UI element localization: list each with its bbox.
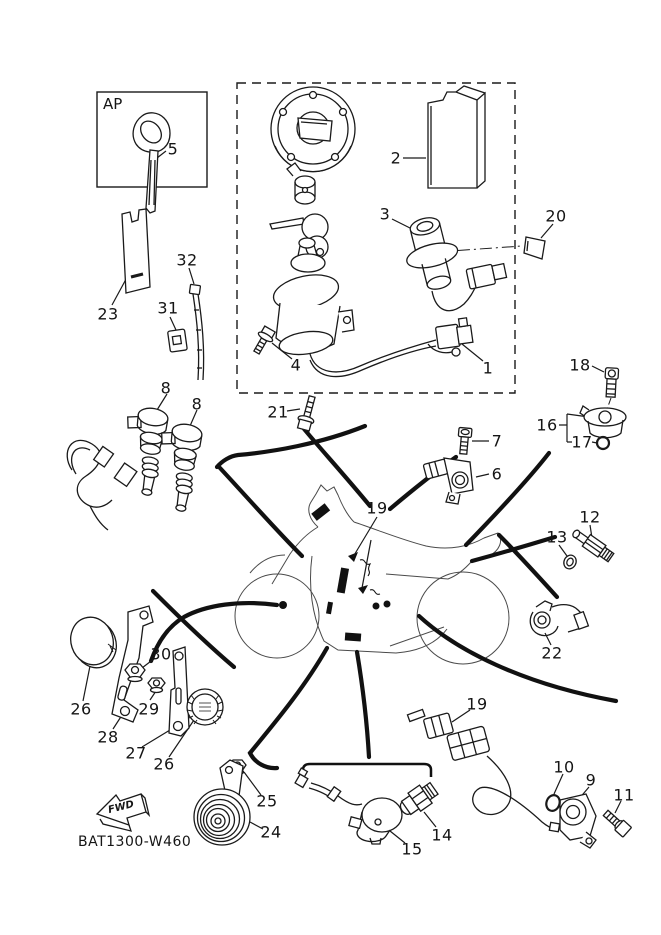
part-key: [133, 113, 170, 213]
part-callout-9: 9: [585, 770, 597, 790]
part-key-plate: [524, 237, 545, 259]
part-callout-24: 24: [260, 822, 282, 842]
part-washer-13: [562, 553, 579, 571]
part-callout-12: 12: [579, 507, 601, 527]
part-clamp-22: [530, 601, 588, 636]
part-oring-17: [597, 437, 609, 449]
part-callout-3: 3: [379, 204, 391, 224]
part-callout-14: 14: [431, 825, 453, 845]
location-marks: [279, 503, 391, 641]
part-callout-1: 1: [482, 358, 494, 378]
part-callout-11: 11: [613, 785, 635, 805]
part-switch-15: [293, 768, 402, 844]
part-callout-13: 13: [546, 527, 568, 547]
part-callout-19: 19: [366, 498, 388, 518]
part-callout-18: 18: [569, 355, 591, 375]
part-callout-7: 7: [491, 431, 503, 451]
part-callout-23: 23: [97, 304, 119, 324]
part-cable-tie: [189, 284, 203, 380]
part-horn: [194, 760, 250, 845]
part-bolt-21: [296, 394, 320, 431]
part-fuel-cap: [271, 87, 355, 172]
part-bolt-18: [604, 368, 618, 398]
part-bolt-29: [148, 678, 165, 693]
part-ecu: [428, 86, 485, 188]
part-bolt-7: [457, 427, 472, 454]
part-clip-31: [168, 329, 188, 352]
part-sensor-6: [423, 458, 473, 504]
part-plate-23: [122, 209, 150, 293]
part-bolt-4: [250, 325, 277, 356]
figure-code: BAT1300-W460: [78, 834, 192, 850]
part-callout-31: 31: [157, 298, 179, 318]
part-disc-26b: [187, 689, 223, 725]
part-coil-harness: [67, 440, 137, 530]
part-callout-10: 10: [553, 757, 575, 777]
part-oring-10: [544, 793, 562, 812]
group-bracket-15-14: [303, 764, 431, 777]
part-sensor-12: [570, 526, 615, 563]
part-callout-8: 8: [191, 394, 203, 414]
fwd-label: FWD: [107, 798, 136, 817]
part-callout-5: 5: [167, 139, 179, 159]
part-callout-27: 27: [125, 743, 147, 763]
part-callout-15: 15: [401, 839, 423, 859]
part-callout-19: 19: [466, 694, 488, 714]
part-callout-16: 16: [536, 415, 558, 435]
part-bracket-27: [169, 647, 189, 736]
part-disc-26a: [65, 612, 123, 674]
key-box-label: AP: [103, 95, 123, 113]
part-callout-30: 30: [150, 644, 172, 664]
part-callout-25: 25: [256, 791, 278, 811]
part-callout-22: 22: [541, 643, 563, 663]
part-callout-4: 4: [290, 355, 302, 375]
part-callout-26: 26: [70, 699, 92, 719]
part-callout-20: 20: [545, 206, 567, 226]
part-seat-lock: [398, 212, 508, 310]
part-callout-26: 26: [153, 754, 175, 774]
part-callout-29: 29: [138, 699, 160, 719]
part-callout-8: 8: [160, 378, 172, 398]
part-callout-28: 28: [97, 727, 119, 747]
part-callout-2: 2: [390, 148, 402, 168]
part-callout-21: 21: [267, 402, 289, 422]
part-callout-6: 6: [491, 464, 503, 484]
part-nut-30: [125, 664, 145, 682]
part-speed-sensor-9: [549, 794, 596, 848]
part-callout-17: 17: [571, 432, 593, 452]
part-callout-32: 32: [176, 250, 198, 270]
part-bolt-11: [601, 808, 631, 837]
